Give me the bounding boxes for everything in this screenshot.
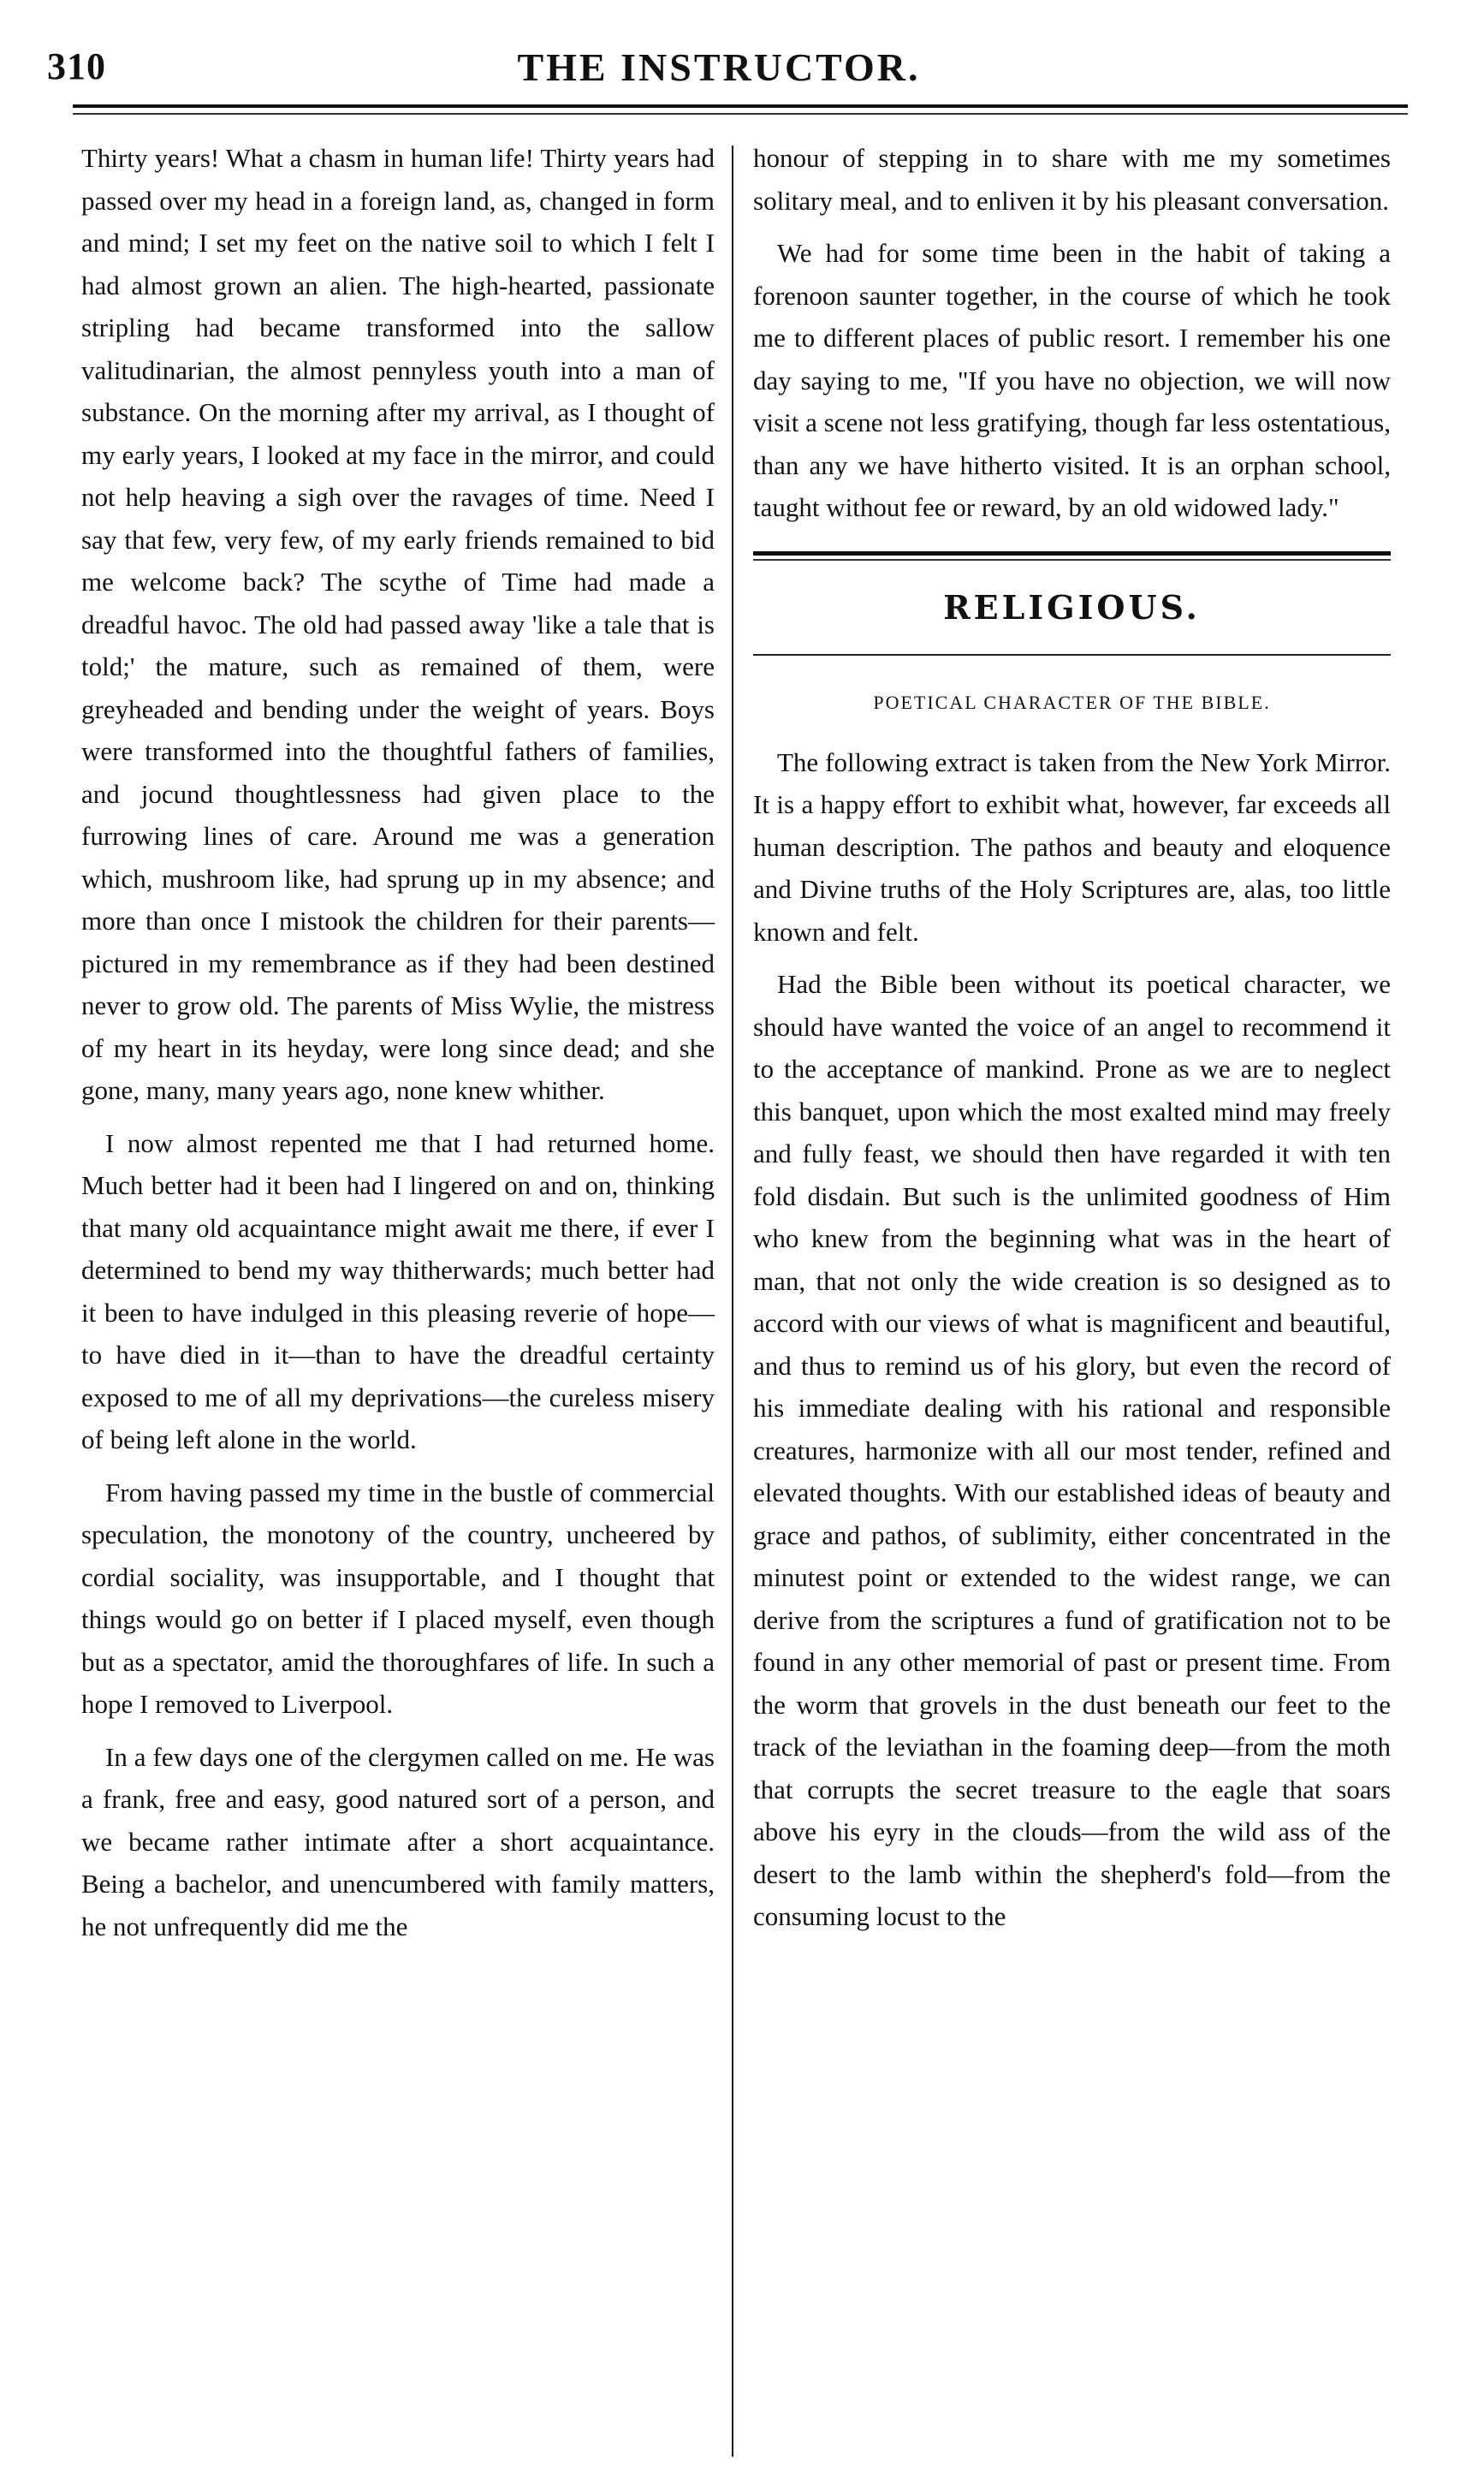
article-body-paragraph: Had the Bible been without its poetical character, we should have wanted the voice of an angel to recommend it to the acceptance of mankind. Prone as we are to neglect this banquet, upon which the most exalted mind may freely and fully feast, we should then have regarded it with ten fold disdain. But such is the unlimited goodness of Him who knew from the beginning what was in the heart of man, that not only the wide creation is so designed as to accord with our views of what is magnificent and beautiful, and thus to remind us of his glory, but even the record of his immediate dealing with his rational and responsible creatures, harmonize with all our most tender, refined and elevated thoughts. With our established ideas of beauty and grace and pathos, of sublimity, either concentrated in the minutest point or extended to the widest range, we can derive from the scriptures a fund of gratification not to be found in any other memorial of past or present time. From the worm that grovels in the dust beneath our feet to the track of the leviathan in the foaming deep—from the moth that corrupts the secret treasure to the eagle that soars above his eyry in the clouds—from the wild ass of the desert to the lamb within the shepherd's fold—from the consuming locust to the bbox=[753, 969, 1391, 1931]
right-paragraph-2: We had for some time been in the habit of taking a forenoon saunter together, in the course of which he took me to different places of public resort. I remember his one day saying to me, "If you have no objection, we will now visit a scene not less gratifying, though far less ostentatious, than any we have hitherto visited. It is an orphan school, taught without fee or reward, by an old widowed lady." bbox=[753, 238, 1391, 522]
left-column bbox=[81, 137, 715, 1958]
column-divider bbox=[732, 146, 733, 2457]
section-heading-rule bbox=[753, 654, 1391, 656]
left-paragraph-2: I now almost repented me that I had returned home. Much better had it been had I lingered on and on, thinking that many old acquaintance might await me there, if ever I determined to bend my way thitherwards; much better had it been to have indulged in this pleasing reverie of hope—to have died in it—than to have the dreadful certainty exposed to me of all my deprivations—the cureless misery of being left alone in the world. bbox=[81, 1127, 715, 1454]
left-paragraph-3: From having passed my time in the bustle of commercial speculation, the monotony of the country, uncheered by cordial sociality, was insupportable, and I thought that things would go on better if I placed myself, even though but as a spectator, amid the thoroughfares of life. In such a hope I removed to Liverpool. bbox=[81, 1477, 715, 1719]
running-title: THE INSTRUCTOR. bbox=[517, 45, 921, 89]
section-heading: RELIGIOUS. bbox=[943, 587, 1201, 627]
section-rule-thin bbox=[753, 559, 1391, 561]
header-rule-thin bbox=[73, 113, 1408, 115]
section-rule bbox=[753, 551, 1391, 556]
header-rule bbox=[73, 104, 1408, 108]
right-column bbox=[753, 137, 1391, 1948]
page-header bbox=[34, 34, 1404, 103]
left-paragraph-4: In a few days one of the clergymen called on me. He was a frank, free and easy, good natured sort of a person, and we became rather intimate after a short acquaintance. Being a bachelor, and unencumbered with family matters, he not unfrequently did me the bbox=[81, 1741, 715, 1941]
page-number: 310 bbox=[47, 45, 106, 87]
article-intro-paragraph: The following extract is taken from the New York Mirror. It is a happy effort to exhibit what, however, far exceeds all human description. The pathos and beauty and eloquence and Divine truths of the Holy Scriptures are, alas, too little known and felt. bbox=[753, 746, 1391, 947]
article-title: POETICAL CHARACTER OF THE BIBLE. bbox=[873, 692, 1271, 713]
right-paragraph-1: honour of stepping in to share with me my sometimes solitary meal, and to enliven it by his pleasant conversation. bbox=[753, 143, 1391, 216]
left-paragraph-1: Thirty years! What a chasm in human life! Thirty years had passed over my head in a foreign land, as, changed in form and mind; I set my feet on the native soil to which I felt I had almost grown an alien. The high-hearted, passionate stripling had became transformed into the sallow valitudinarian, the almost pennyless youth into a man of substance. On the morning after my arrival, as I thought of my early years, I looked at my face in the mirror, and could not help heaving a sigh over the ravages of time. Need I say that few, very few, of my early friends remained to bid me welcome back? The scythe of Time had made a dreadful havoc. The old had passed away 'like a tale that is told;' the mature, such as remained of them, were greyheaded and bending under the weight of years. Boys were transformed into the thoughtful fathers of families, and jocund thoughtlessness had given place to the furrowing lines of care. Around me was a generation which, mushroom like, had sprung up in my absence; and more than once I mistook the children for their parents—pictured in my remembrance as if they had been destined never to grow old. The parents of Miss Wylie, the mistress of my heart in its heyday, were long since dead; and she gone, many, many years ago, none knew whither. bbox=[81, 143, 715, 1105]
